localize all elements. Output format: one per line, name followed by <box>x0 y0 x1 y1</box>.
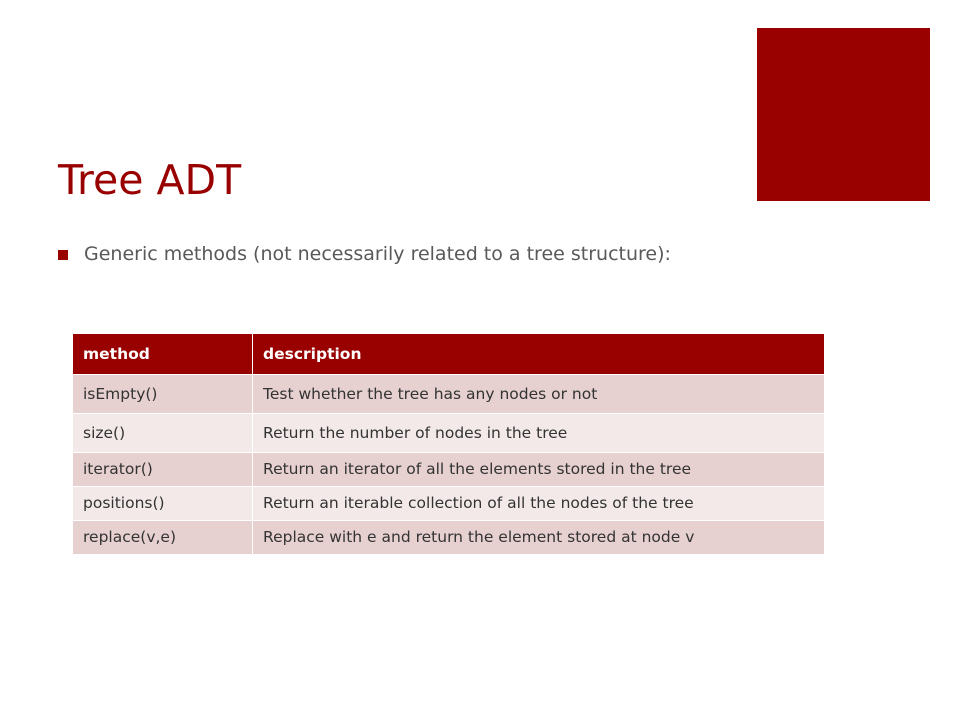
column-header-method: method <box>73 334 253 375</box>
table-row <box>73 375 825 414</box>
description-cell: Test whether the tree has any nodes or not <box>253 375 825 414</box>
table-header-row <box>73 334 825 375</box>
decorative-accent-box <box>757 28 930 201</box>
method-cell: positions() <box>73 487 253 521</box>
description-cell: Return the number of nodes in the tree <box>253 414 825 453</box>
description-cell: Return an iterable collection of all the nodes of the tree <box>253 487 825 521</box>
method-cell: isEmpty() <box>73 375 253 414</box>
method-cell: size() <box>73 414 253 453</box>
table-row <box>73 487 825 521</box>
table-row <box>73 521 825 555</box>
square-bullet-icon <box>58 250 68 260</box>
method-cell: replace(v,e) <box>73 521 253 555</box>
table-row <box>73 453 825 487</box>
column-header-description: description <box>253 334 825 375</box>
table-row <box>73 414 825 453</box>
methods-table <box>72 333 825 555</box>
bullet-item <box>58 240 698 268</box>
bullet-text: Generic methods (not necessarily related to a tree structure): <box>84 243 671 265</box>
description-cell: Return an iterator of all the elements stored in the tree <box>253 453 825 487</box>
description-cell: Replace with e and return the element stored at node v <box>253 521 825 555</box>
slide-title: Tree ADT <box>58 156 242 204</box>
method-cell: iterator() <box>73 453 253 487</box>
